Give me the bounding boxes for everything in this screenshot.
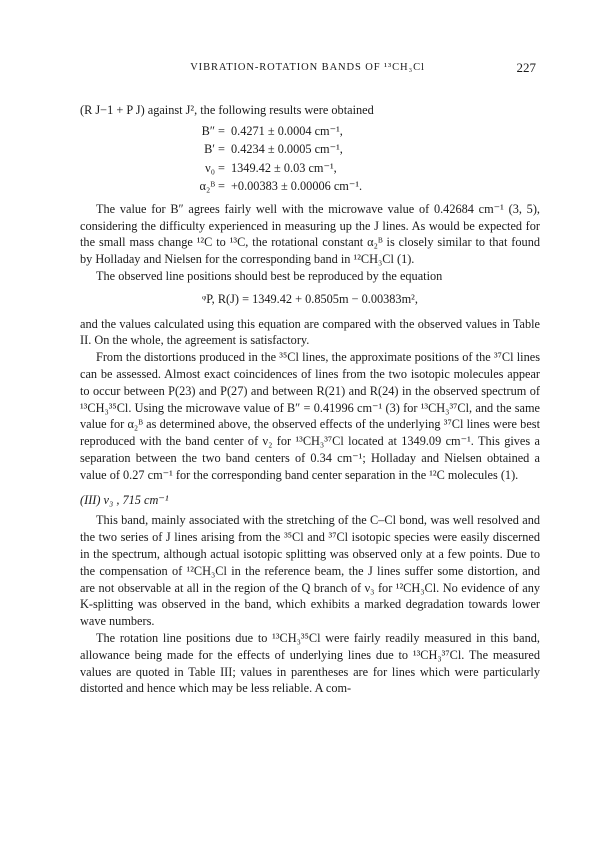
paragraph-rotation-lines: The rotation line positions due to ¹³CH₃³⁵Cl were fairly readily measured in this band, allowance being made for the effects of underlying lines due to ¹³CH₃³⁷Cl. The measured values are quoted in Table III; values in parentheses are for lines which were particularly distorted and hence which may be less reliable. A com- [80,630,540,696]
paragraph-table-comparison: and the values calculated using this equation are compared with the observed values in Table II. On the whole, the agreement is satisfactory. [80,316,540,348]
running-title: VIBRATION-ROTATION BANDS OF ¹³CH₃Cl [190,62,425,73]
intro-line: (R J−1 + P J) against J², the following results were obtained [80,103,374,117]
equation-lhs: B′ = [204,142,225,157]
paragraph-b-comparison: The value for B″ agrees fairly well with the microwave value of 0.42684 cm⁻¹ (3, 5), considering the difficulty experienced in measuring up the J lines. As would be expected for the small mass change ¹²C to ¹³C, the rotational constant α₂ᴮ is closely similar to that found by Holladay and Nielsen for the corresponding band in ¹²CH₃Cl (1). [80,201,540,267]
paragraph-band-description: This band, mainly associated with the stretching of the C–Cl bond, was well resolved and the two series of J lines arising from the ³⁵Cl and ³⁷Cl isotopic species were easily discerned in the spectrum, although actual isotopic splitting was observed only at a few points. Due to the compensation of ¹²CH₃Cl in the reference beam, the J lines suffer some distortion, and are not observable at all in the region of the Q branch of ν₃ for ¹²CH₃Cl. No evidence of any K-splitting was observed in the band, which exhibits a marked degradation towards lower wave numbers. [80,513,540,629]
equation-lhs: ν₀ = [205,160,225,175]
constants-equations [80,123,540,197]
section-heading: (III) ν₃ , 715 cm⁻¹ [80,492,169,507]
equation-b-prime [80,141,540,160]
line-position-equation: ᵠP, R(J) = 1349.42 + 0.8505m − 0.00383m², [202,291,418,306]
equation-rhs: 0.4234 ± 0.0005 cm⁻¹, [231,142,343,157]
equation-nu-zero [80,160,540,179]
equation-rhs: 0.4271 ± 0.0004 cm⁻¹, [231,123,343,138]
equation-b-double-prime [80,123,540,142]
equation-rhs: +0.00383 ± 0.00006 cm⁻¹. [231,179,363,194]
paragraph-isotope-lines: From the distortions produced in the ³⁵Cl lines, the approximate positions of the ³⁷Cl lines can be assessed. Almost exact coincidences of lines from the two isotopic molecules appear to occur between P(23) and P(27) and between R(21) and R(24) in the observed spectrum of ¹³CH₃³⁵Cl. Using the microwave value of B″ = 0.41996 cm⁻¹ (3) for ¹³CH₃³⁷Cl, and the same value for α₂ᴮ as determined above, the observed effects of the underlying ³⁷Cl lines were best reproduced with the band center of ν₂ for ¹³CH₃³⁷Cl located at 1349.09 cm⁻¹. This gives a separation between the two band centers of 0.34 cm⁻¹; Holladay and Nielsen obtained a value of 0.27 cm⁻¹ for the corresponding band center separation in the ¹²C molecules (1). [80,350,540,482]
equation-lhs: B″ = [201,123,225,138]
equation-rhs: 1349.42 ± 0.03 cm⁻¹, [231,160,337,175]
page-body [80,102,540,697]
equation-lhs: α₂ᴮ = [199,179,225,194]
page-header [0,60,615,78]
paragraph-equation-intro: The observed line positions should best be reproduced by the equation [96,268,443,283]
equation-alpha [80,178,540,197]
page-number: 227 [516,60,536,75]
